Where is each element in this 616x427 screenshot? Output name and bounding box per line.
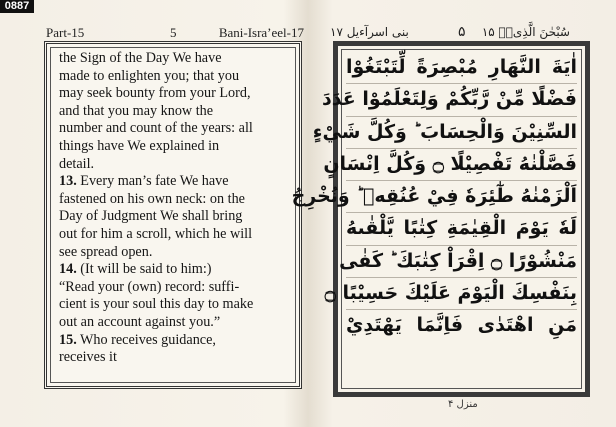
surah-label: Bani-Isra’eel-17	[218, 25, 304, 40]
left-page-number: 5	[170, 25, 177, 40]
text-line: detail.	[59, 155, 95, 172]
text-line: “Read your (own) record: suffi-	[59, 278, 240, 295]
text-line: (It will be said to him:)	[80, 261, 212, 278]
image-id-label: 0887	[0, 0, 34, 13]
arabic-line: فَصَّلْنٰهُ تَفْصِيْلًا ۝ وَكُلَّ اِنْسَانٍ	[346, 149, 577, 181]
verse-number: 15.	[59, 331, 77, 348]
text-line: receives it	[59, 349, 117, 366]
text-line: see spread open.	[59, 243, 153, 260]
arabic-line: فَضْلًا مِّنْ رَّبِّكُمْ وَلِتَعْلَمُوْا عَدَدَ	[346, 84, 577, 116]
verse-number: 14.	[59, 261, 77, 278]
verse-14-first-line	[59, 261, 279, 279]
text-line: made to enlighten you; that you	[59, 67, 240, 84]
arabic-line: مَنِ اهْتَدٰى فَاِنَّمَا يَهْتَدِيْ	[346, 314, 577, 337]
text-line: fastened on his own neck: on the	[59, 190, 245, 207]
text-line: out for him a scroll, which he will	[59, 225, 253, 242]
text-line: the Sign of the Day We have	[59, 50, 222, 66]
translation-frame	[44, 41, 302, 389]
right-page-number: ۵	[458, 24, 466, 40]
text-line: things have We explained in	[59, 137, 220, 154]
right-page-header	[318, 25, 582, 41]
text-line: and that you may know the	[59, 102, 214, 119]
arabic-line: السِّنِيْنَ وَالْحِسَابَ ؕ وَكُلَّ شَيْءٍ	[346, 117, 577, 149]
left-page-header	[46, 25, 304, 39]
arabic-line: اٰيَةَ النَّهَارِ مُبْصِرَةً لِّتَبْتَغُوْا	[346, 52, 577, 84]
text-line: Day of Judgment We shall bring	[59, 208, 243, 225]
text-line: cient is your soul this day to make	[59, 296, 254, 313]
arabic-line: مَنْشُوْرًا ۝ اِقْرَاْ كِتٰبَكَ ؕ كَفٰى	[346, 246, 577, 278]
manzil-footer: منزل ۴	[448, 399, 478, 410]
arabic-line: لَهٗ يَوْمَ الْقِيٰمَةِ كِتٰبًا يَّلْقٰىهُ	[346, 213, 577, 245]
text-line: may seek bounty from your Lord,	[59, 85, 251, 102]
verse-13-first-line	[59, 173, 279, 191]
verse-15-first-line	[59, 332, 279, 350]
text-line: out an account against you.”	[59, 313, 221, 330]
text-line: Who receives guidance,	[80, 331, 216, 348]
part-label: Part-15	[46, 25, 85, 40]
arabic-line: بِنَفْسِكَ الْيَوْمَ عَلَيْكَ حَسِيْبًا ۝	[346, 278, 577, 310]
translation-text	[59, 50, 279, 367]
arabic-text	[291, 52, 577, 342]
text-line: Every man’s fate We have	[80, 173, 229, 190]
arabic-part-label: سُبْحٰنَ الَّذِیۡۤ ۱۵	[481, 25, 570, 39]
arabic-surah-label: بنی اسرآءیل ۱۷	[330, 25, 409, 39]
verse-number: 13.	[59, 173, 77, 190]
arabic-frame	[291, 41, 590, 397]
text-line: number and count of the years: all	[59, 120, 253, 137]
arabic-line: اَلْزَمْنٰهُ طٰٓئِرَهٗ فِيْ عُنُقِهٖ ؕ وَنُخْرِجُ	[346, 181, 577, 213]
